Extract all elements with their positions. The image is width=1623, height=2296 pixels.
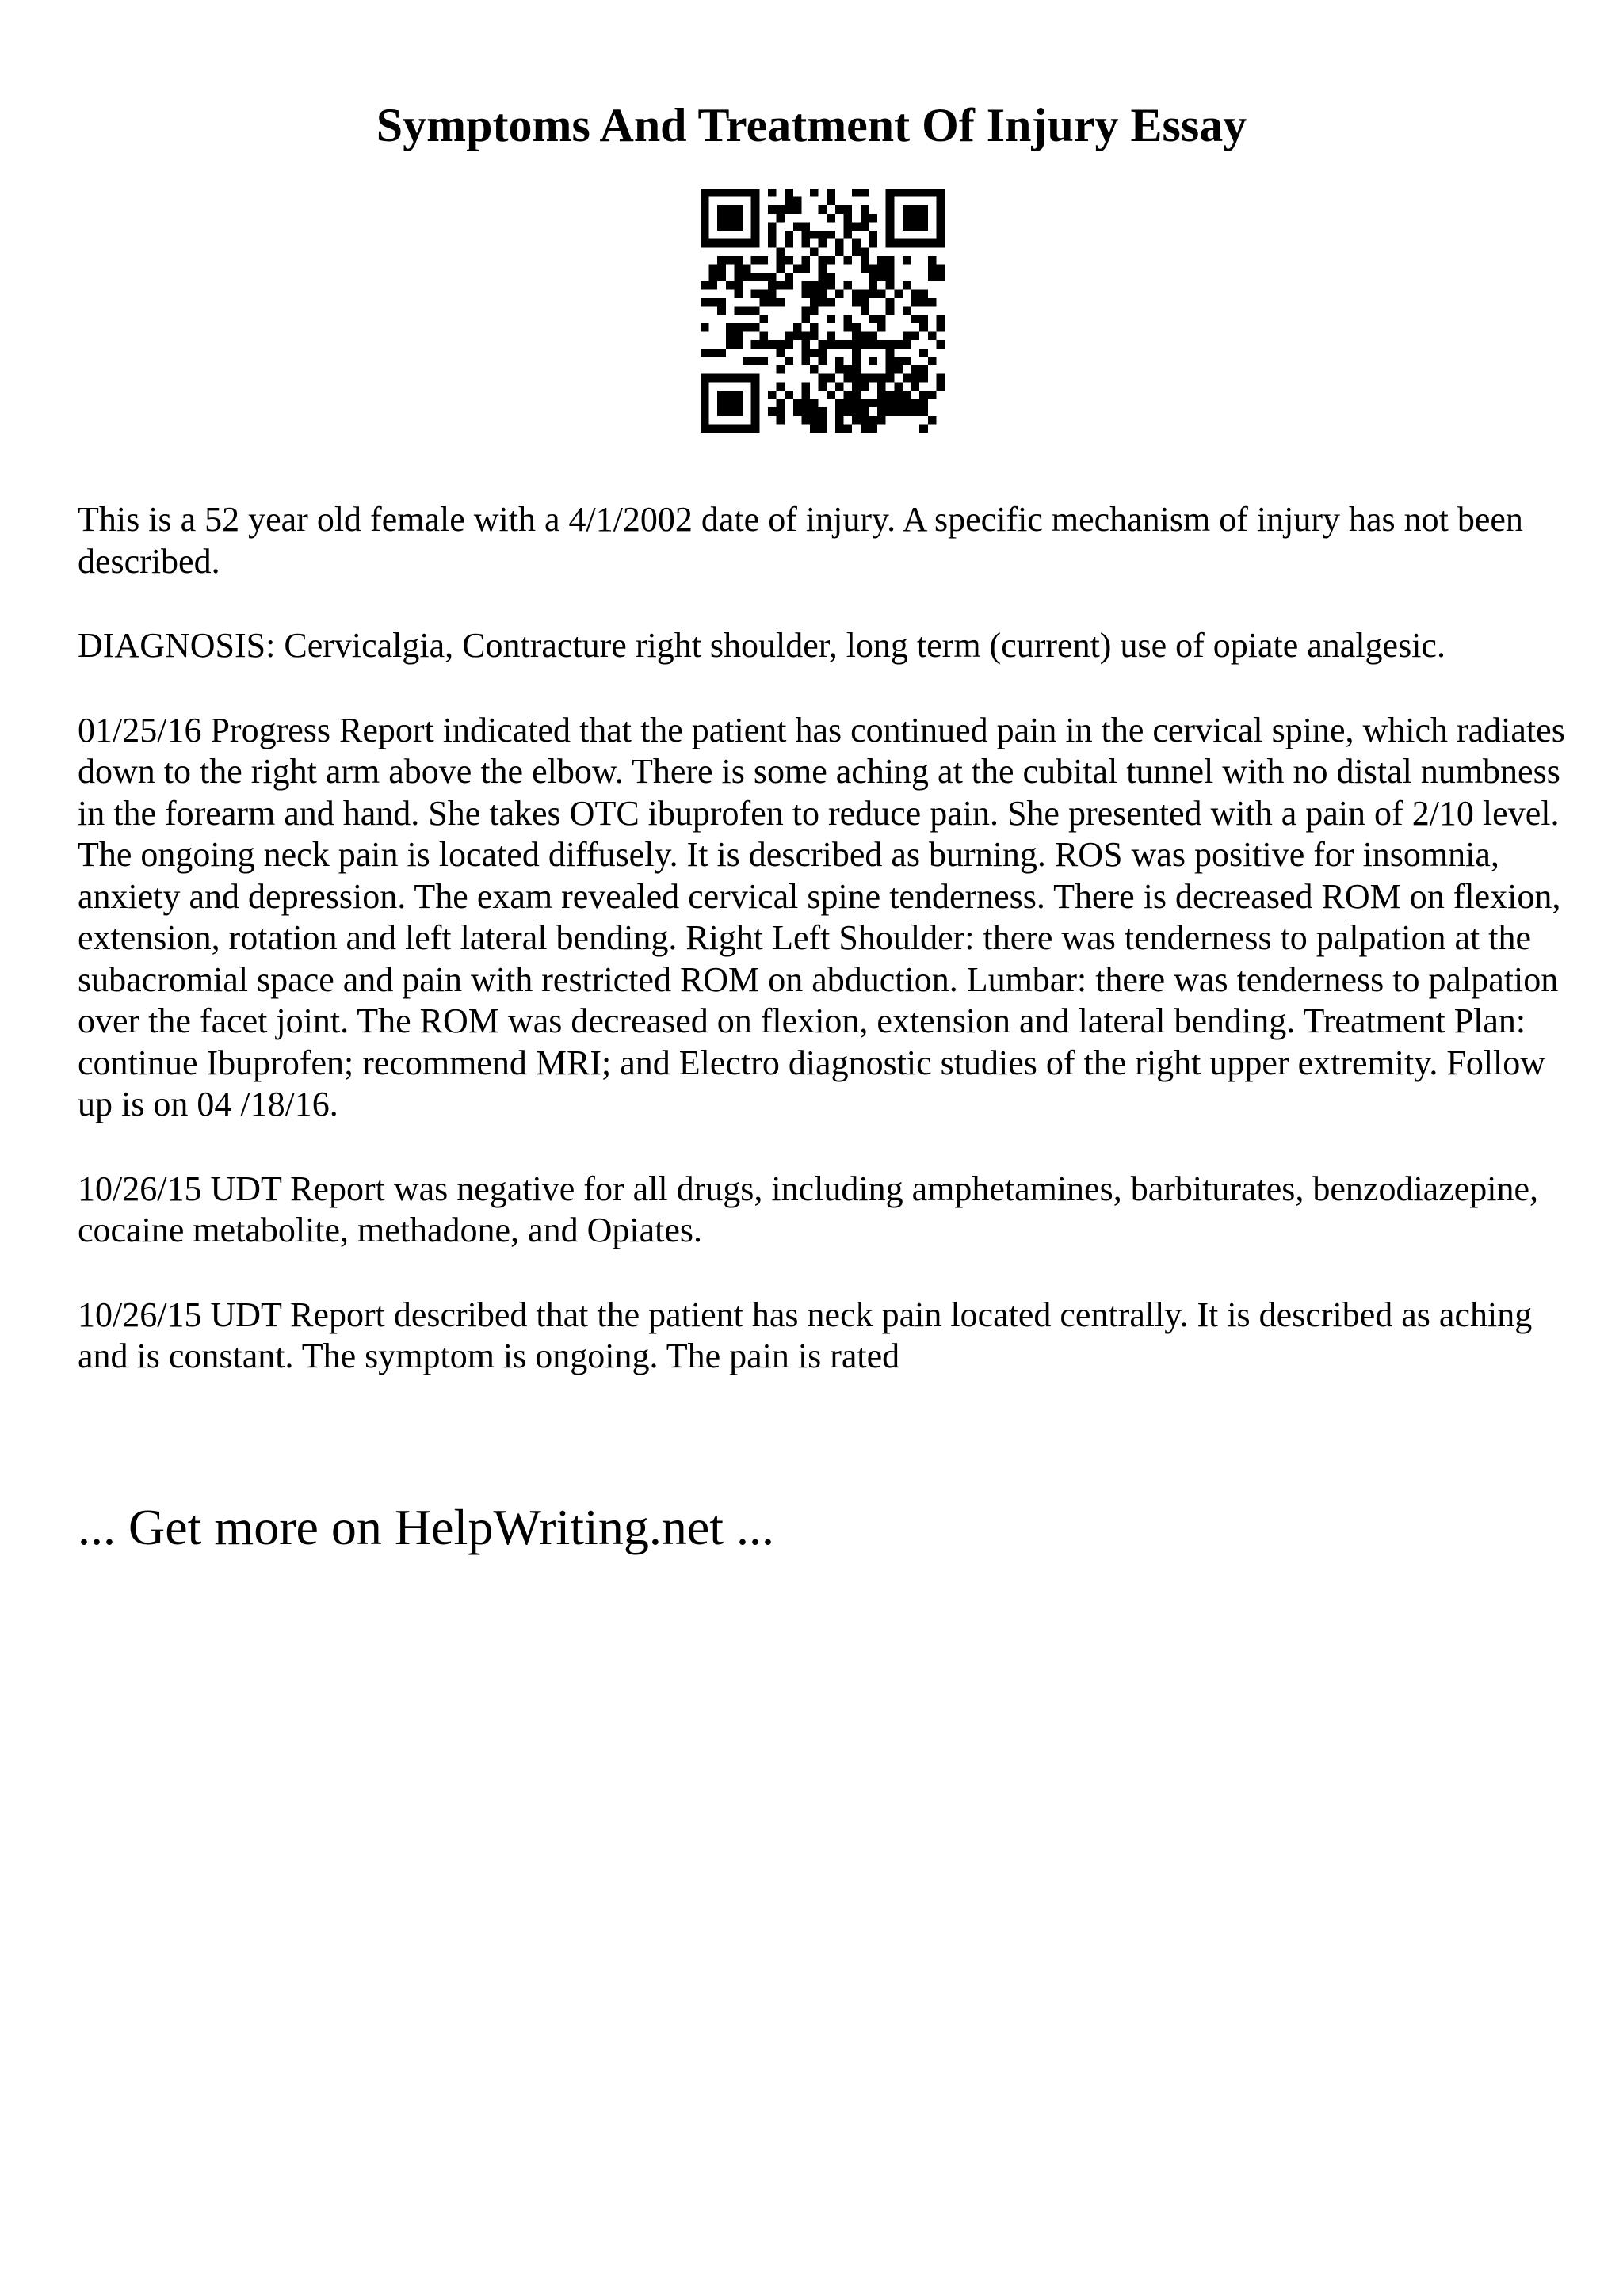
paragraph-intro: This is a 52 year old female with a 4/1/2002 date of injury. A specific mechanism of injury has not been described. — [78, 500, 1523, 581]
paragraph-udt-neck-pain: 10/26/15 UDT Report described that the patient has neck pain located centrally. It is described as aching and is constant. The symptom is ongoing. The pain is rated — [78, 1295, 1533, 1375]
paragraph-progress-report: 01/25/16 Progress Report indicated that the patient has continued pain in the cervical spine, which radiates down to the right arm above the elbow. There is some aching at the cubital tunnel with no distal numbness in the forearm and hand. She takes OTC ibuprofen to reduce pain. She presented with a pain of 2/10 level. The ongoing neck pain is located diffusely. It is described as burning. ROS was positive for insomnia, anxiety and depression. The exam revealed cervical spine tenderness. There is decreased ROM on flexion, extension, rotation and left lateral bending. Right Left Shoulder: there was tenderness to palpation at the subacromial space and pain with restricted ROM on abduction. Lumbar: there was tenderness to palpation over the facet joint. The ROM was decreased on flexion, extension and lateral bending. Treatment Plan: continue Ibuprofen; recommend MRI; and Electro diagnostic studies of the right upper extremity. Follow up is on 04 /18/16. — [78, 710, 1565, 1123]
document-title: Symptoms And Treatment Of Injury Essay — [376, 99, 1247, 151]
get-more-link[interactable]: ... Get more on HelpWriting.net ... — [78, 1499, 774, 1555]
paragraph-diagnosis: DIAGNOSIS: Cervicalgia, Contracture right shoulder, long term (current) use of opiate analgesic. — [78, 626, 1445, 665]
paragraph-udt-negative: 10/26/15 UDT Report was negative for all drugs, including amphetamines, barbiturates, benzodiazepine, cocaine metabolite, methadone, and Opiates. — [78, 1169, 1539, 1249]
qr-code — [701, 189, 945, 433]
document-body — [78, 499, 1568, 1421]
